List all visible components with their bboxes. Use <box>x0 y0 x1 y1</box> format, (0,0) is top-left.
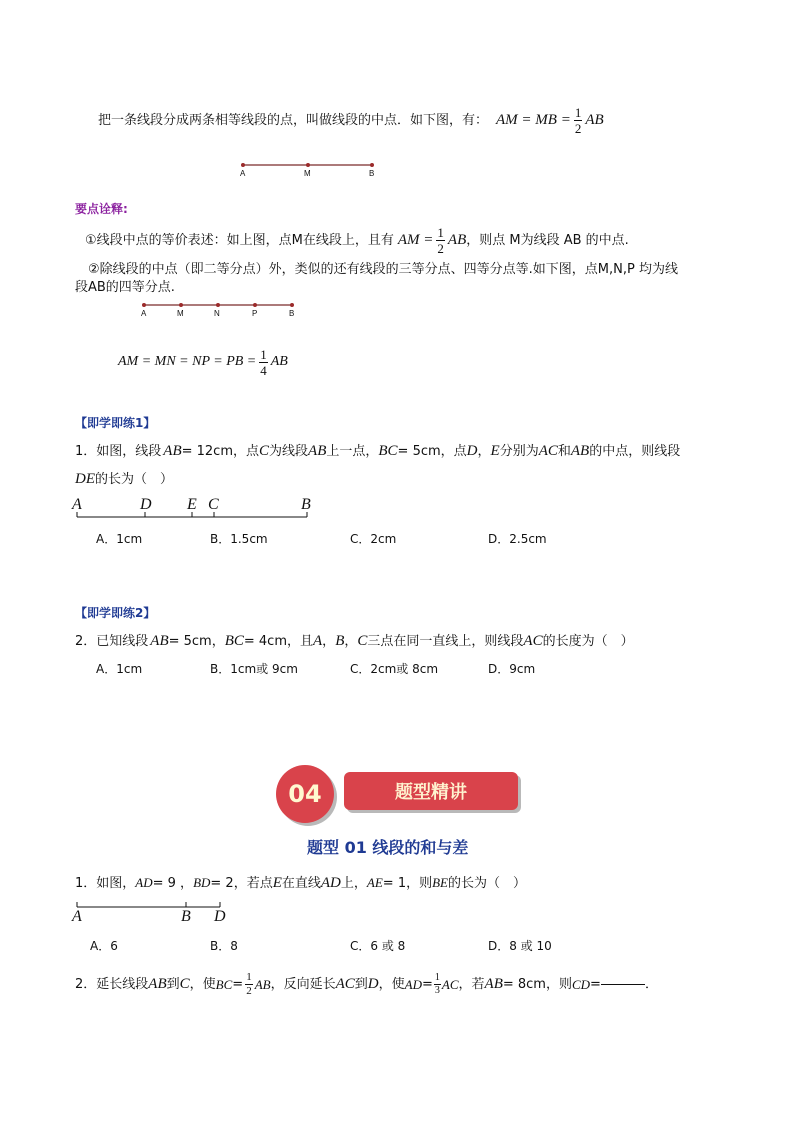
practice1-option-b[interactable]: B．1.5cm <box>210 532 268 546</box>
type01-title: 题型 01 线段的和与差 <box>307 838 469 857</box>
type01-q1-option-d[interactable]: D．8 或 10 <box>488 939 552 953</box>
practice2-option-a[interactable]: A．1cm <box>96 662 143 676</box>
notes-item2-line2: 段AB的四等分点. <box>75 280 175 295</box>
type01-q1: 1．如图，AD= 9 ，BD= 2，若点E在直线AD上，AE= 1，则BE的长为（ ） <box>75 875 526 891</box>
practice2-question: 2．已知线段 AB= 5cm，BC= 4cm，且A，B，C三点在同一直线上，则线段AC的长度为（ ） <box>75 633 634 649</box>
fig2-label-n: N <box>214 309 220 318</box>
definition-eq-left: AM = MB = <box>496 111 571 128</box>
practice1-question-line1: 1．如图，线段 AB= 12cm，点C为线段AB上一点，BC= 5cm，点D，E分别为AC和AB的中点，则线段 <box>75 443 681 459</box>
practice1-option-a[interactable]: A．1cm <box>96 532 143 546</box>
practice2-option-d[interactable]: D．9cm <box>488 662 536 676</box>
fig1-label-a: A <box>240 169 246 178</box>
practice1-fig-label-b: B <box>301 496 311 513</box>
fig2-label-a: A <box>141 309 147 318</box>
quarter-equation: AM = MN = NP = PB = $\frac{1}{4}$ AB <box>118 346 288 378</box>
fig1-label-b: B <box>369 169 375 178</box>
type01-q1-fig-label-d: D <box>214 908 226 925</box>
definition-eq-right: AB <box>585 111 604 128</box>
section-number-badge: 04 <box>276 765 334 823</box>
notes-item2-line1: ②除线段的中点（即二等分点）外，类似的还有线段的三等分点、四等分点等.如下图，点M,N,P 均为线 <box>88 262 678 277</box>
type01-q2-fraction-half: $\frac{1}{2}$ <box>246 970 252 997</box>
type01-q2: 2．延长线段 AB 到 C ，使 BC = $\frac{1}{2}$ AB ，反向延长 AC 到 D ，使 AD = $\frac{1}{3}$ AC ，若 AB = 8cm，则 CD = ． <box>75 970 658 997</box>
practice1-question-line2: DE的长为（ ） <box>75 471 174 487</box>
practice2-option-b[interactable]: B．1cm或 9cm <box>210 662 298 676</box>
type01-q1-segment <box>77 902 220 907</box>
practice1-fig-label-a: A <box>72 496 82 513</box>
type01-q1-fig-label-a: A <box>72 908 82 925</box>
definition-fraction: $\frac{1}{2}$ <box>574 104 582 136</box>
notes-item1-fraction: $\frac{1}{2}$ <box>437 224 444 256</box>
section-title-badge: 题型精讲 <box>344 772 518 810</box>
notes-heading: 要点诠释: <box>75 202 128 216</box>
type01-q2-fraction-third: $\frac{1}{3}$ <box>434 971 440 996</box>
fig2-label-m: M <box>177 309 184 318</box>
practice1-heading: 【即学即练1】 <box>75 416 156 430</box>
fig1-segment <box>241 163 374 167</box>
definition-text: 把一条线段分成两条相等线段的点，叫做线段的中点．如下图，有： <box>98 112 489 128</box>
fig2-segment <box>142 303 294 307</box>
practice2-option-c[interactable]: C．2cm或 8cm <box>350 662 439 676</box>
fig2-label-p: P <box>252 309 258 318</box>
practice2-heading: 【即学即练2】 <box>75 606 156 620</box>
type01-q1-option-a[interactable]: A．6 <box>90 939 118 953</box>
quarter-fraction: $\frac{1}{4}$ <box>260 346 267 378</box>
type01-q1-fig-label-b: B <box>181 908 191 925</box>
notes-item1: ①线段中点的等价表述：如上图，点M在线段上，且有 AM = $\frac{1}{2}$ AB ，则点 M为线段 AB 的中点. <box>85 224 629 256</box>
type01-q1-option-b[interactable]: B．8 <box>210 939 238 953</box>
practice1-fig-label-e: E <box>187 496 197 513</box>
practice1-option-d[interactable]: D．2.5cm <box>488 532 547 546</box>
type01-q1-option-c[interactable]: C．6 或 8 <box>350 939 406 953</box>
practice1-fig-label-d: D <box>140 496 152 513</box>
practice1-fig-label-c: C <box>208 496 219 513</box>
practice1-option-c[interactable]: C．2cm <box>350 532 397 546</box>
answer-blank[interactable] <box>601 984 645 985</box>
fig1-label-m: M <box>304 169 311 178</box>
fig2-label-b: B <box>289 309 295 318</box>
